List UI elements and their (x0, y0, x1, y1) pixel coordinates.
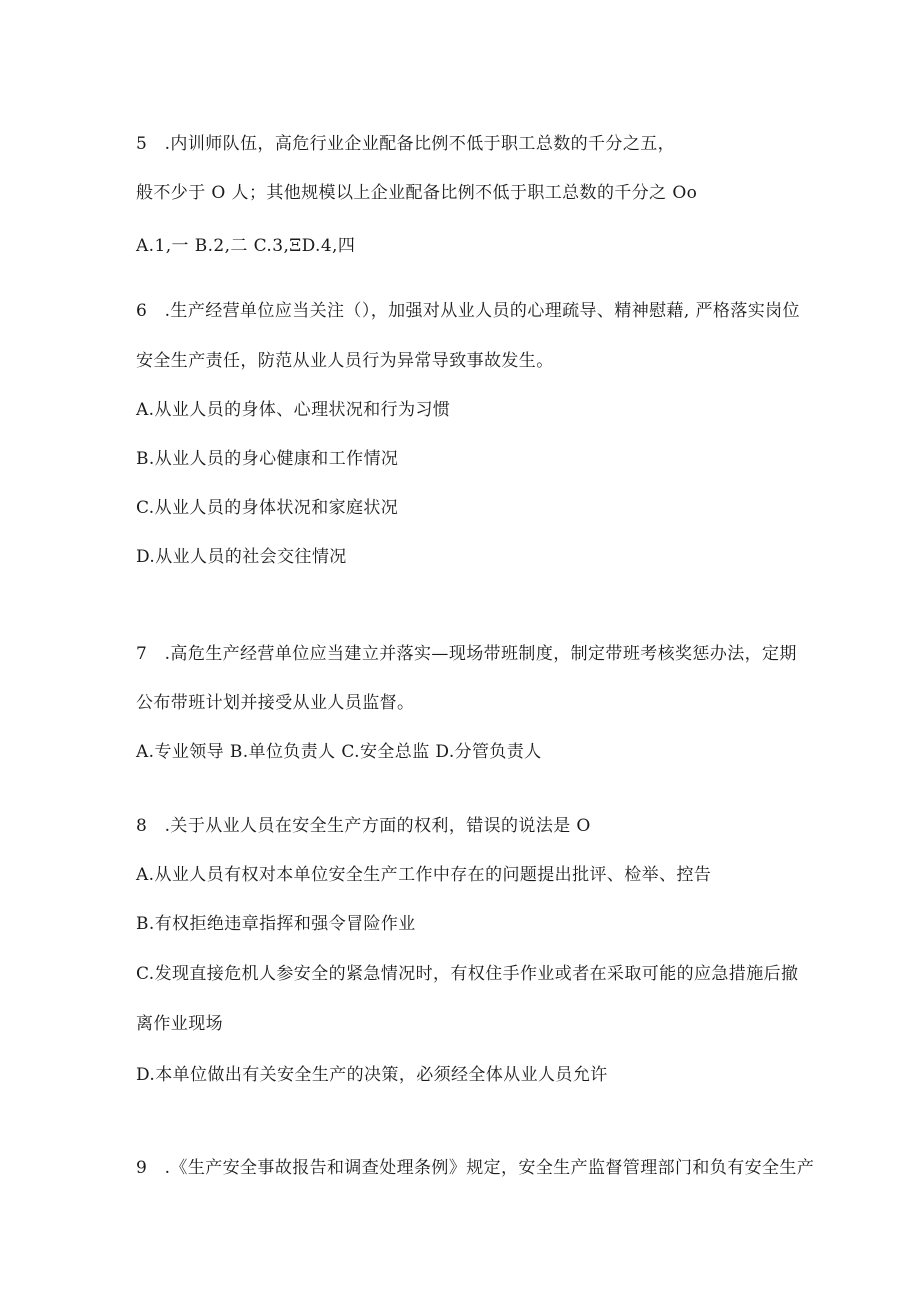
question-8-option-a: A.从业人员有权对本单位安全生产工作中存在的问题提出批评、检举、控告 (136, 865, 712, 885)
question-6-stem-line-1: 6 .生产经营单位应当关注（），加强对从业人员的心理疏导、精神慰藉, 严格落实岗位 (136, 301, 800, 321)
question-5-stem-line-2: 般不少于 O 人；其他规模以上企业配备比例不低于职工总数的千分之 Oo (136, 183, 698, 203)
question-6-option-c: C.从业人员的身体状况和家庭状况 (136, 498, 399, 518)
question-9-stem: 9 .《生产安全事故报告和调查处理条例》规定，安全生产监督管理部门和负有安全生产 (136, 1158, 815, 1178)
question-7-stem-line-1: 7 .高危生产经营单位应当建立并落实—现场带班制度，制定带班考核奖惩办法，定期 (136, 644, 797, 664)
question-8-option-d: D.本单位做出有关安全生产的决策，必须经全体从业人员允许 (136, 1065, 608, 1085)
question-8-option-c-continued: 离作业现场 (136, 1014, 223, 1034)
question-8-stem: 8 .关于从业人员在安全生产方面的权利，错误的说法是 O (136, 816, 591, 836)
question-5-stem-line-1: 5 .内训师队伍，高危行业企业配备比例不低于职工总数的千分之五， (136, 134, 676, 154)
question-5-options: A.1,一 B.2,二 C.3,ΞD.4,四 (136, 236, 356, 256)
question-8-option-b: B.有权拒绝违章指挥和强令冒险作业 (136, 914, 416, 934)
question-7-stem-line-2: 公布带班计划并接受从业人员监督。 (136, 693, 415, 713)
question-6-option-d: D.从业人员的社会交往情况 (136, 547, 347, 567)
question-8-option-c: C.发现直接危机人参安全的紧急情况时，有权住手作业或者在采取可能的应急措施后撤 (136, 964, 799, 984)
question-6-stem-line-2: 安全生产责任，防范从业人员行为异常导致事故发生。 (136, 351, 554, 371)
question-6-option-a: A.从业人员的身体、心理状况和行为习惯 (136, 400, 451, 420)
question-6-option-b: B.从业人员的身心健康和工作情况 (136, 449, 399, 469)
question-7-options: A.专业领导 B.单位负责人 C.安全总监 D.分管负责人 (136, 742, 542, 762)
